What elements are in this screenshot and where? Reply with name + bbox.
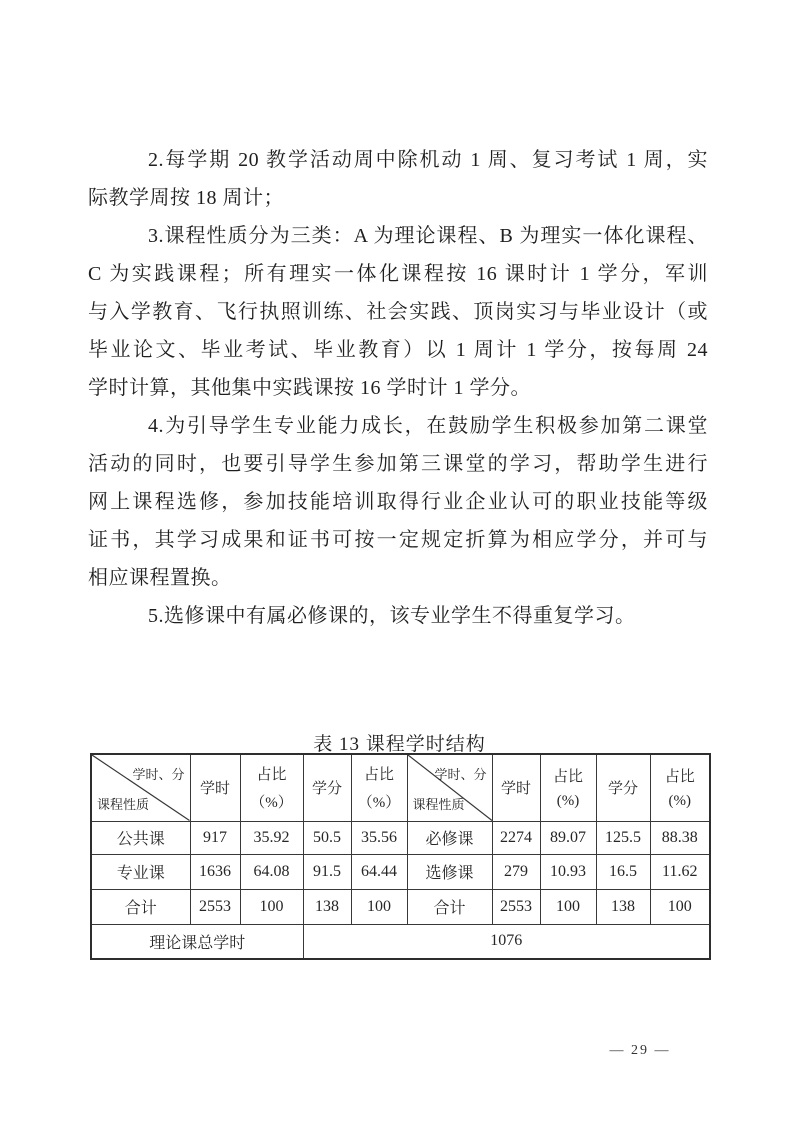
table-header-row xyxy=(91,754,710,821)
body-line: C 为实践课程；所有理实一体化课程按 16 课时计 1 学分，军训 xyxy=(88,263,708,285)
diag-top-label: 学时、分 xyxy=(132,767,185,782)
diagonal-header-cell xyxy=(91,754,190,821)
cell-ratio: 64.08 xyxy=(240,854,303,889)
cell-ratio: 10.93 xyxy=(540,854,596,889)
header-ratio xyxy=(540,754,596,821)
cell-ratio: 100 xyxy=(540,889,596,924)
cell-credits: 125.5 xyxy=(596,821,650,854)
cell-ratio: 64.44 xyxy=(351,854,407,889)
paragraph xyxy=(88,407,708,597)
body-line: 与入学教育、飞行执照训练、社会实践、顶岗实习与毕业设计（或 xyxy=(88,301,708,323)
ratio-label: 占比 xyxy=(552,769,583,786)
ratio-unit-label: （%） xyxy=(357,795,401,812)
cell-credits: 91.5 xyxy=(303,854,351,889)
body-line: 3.课程性质分为三类：A 为理论课程、B 为理实一体化课程、 xyxy=(148,225,708,247)
paragraph xyxy=(88,597,708,635)
header-credits: 学分 xyxy=(303,754,351,821)
body-text xyxy=(88,141,708,635)
ratio-unit-label: (%) xyxy=(556,793,580,810)
row-label: 公共课 xyxy=(91,821,190,854)
ratio-unit-label: （%） xyxy=(250,795,293,812)
cell-ratio: 35.92 xyxy=(240,821,303,854)
cell-hours: 2274 xyxy=(492,821,540,854)
table-row xyxy=(91,854,710,889)
cell-hours: 2553 xyxy=(492,889,540,924)
ratio-label: 占比 xyxy=(256,767,287,784)
cell-ratio: 100 xyxy=(240,889,303,924)
cell-credits: 138 xyxy=(303,889,351,924)
ratio-label: 占比 xyxy=(363,767,394,784)
body-line: 际教学周按 18 周计； xyxy=(88,187,284,209)
paragraph xyxy=(88,217,708,407)
ratio-unit-label: (%) xyxy=(668,793,691,810)
header-credits: 学分 xyxy=(596,754,650,821)
summary-row xyxy=(91,924,710,959)
page-number: — 29 — xyxy=(609,1043,671,1058)
cell-hours: 279 xyxy=(492,854,540,889)
row-label: 专业课 xyxy=(91,854,190,889)
cell-ratio: 100 xyxy=(650,889,710,924)
diag-top-label: 学时、分 xyxy=(434,767,487,782)
cell-hours: 2553 xyxy=(190,889,240,924)
body-line: 证书，其学习成果和证书可按一定规定折算为相应学分，并可与 xyxy=(88,529,708,551)
summary-value: 1076 xyxy=(303,924,710,959)
cell-hours: 917 xyxy=(190,821,240,854)
diag-bottom-label: 课程性质 xyxy=(97,796,150,812)
cell-ratio: 100 xyxy=(351,889,407,924)
body-line: 4.为引导学生专业能力成长，在鼓励学生积极参加第二课堂 xyxy=(148,415,708,437)
paragraph xyxy=(88,141,708,217)
row-label: 选修课 xyxy=(407,854,492,889)
body-line: 2.每学期 20 教学活动周中除机动 1 周、复习考试 1 周，实 xyxy=(148,149,708,171)
course-hours-table xyxy=(90,753,711,960)
diag-bottom-label: 课程性质 xyxy=(412,796,465,812)
body-line: 相应课程置换。 xyxy=(88,567,232,589)
header-ratio xyxy=(351,754,407,821)
cell-ratio: 88.38 xyxy=(650,821,710,854)
row-label: 合计 xyxy=(91,889,190,924)
header-hours: 学时 xyxy=(492,754,540,821)
cell-credits: 50.5 xyxy=(303,821,351,854)
cell-ratio: 35.56 xyxy=(351,821,407,854)
header-ratio xyxy=(240,754,303,821)
row-label: 必修课 xyxy=(407,821,492,854)
cell-credits: 138 xyxy=(596,889,650,924)
header-ratio xyxy=(650,754,710,821)
body-line: 毕业论文、毕业考试、毕业教育）以 1 周计 1 学分，按每周 24 xyxy=(88,339,708,361)
summary-label: 理论课总学时 xyxy=(91,924,303,959)
table-caption: 表 13 课程学时结构 xyxy=(313,734,486,755)
cell-ratio: 11.62 xyxy=(650,854,710,889)
diagonal-header-cell xyxy=(407,754,492,821)
body-line: 活动的同时，也要引导学生参加第三课堂的学习，帮助学生进行 xyxy=(88,453,708,475)
table-row xyxy=(91,821,710,854)
body-line: 网上课程选修，参加技能培训取得行业企业认可的职业技能等级 xyxy=(88,491,708,513)
row-label: 合计 xyxy=(407,889,492,924)
header-hours: 学时 xyxy=(190,754,240,821)
cell-ratio: 89.07 xyxy=(540,821,596,854)
cell-hours: 1636 xyxy=(190,854,240,889)
body-line: 5.选修课中有属必修课的，该专业学生不得重复学习。 xyxy=(148,605,636,627)
ratio-label: 占比 xyxy=(664,769,695,786)
table-row xyxy=(91,889,710,924)
body-line: 学时计算，其他集中实践课按 16 学时计 1 学分。 xyxy=(88,377,531,399)
cell-credits: 16.5 xyxy=(596,854,650,889)
